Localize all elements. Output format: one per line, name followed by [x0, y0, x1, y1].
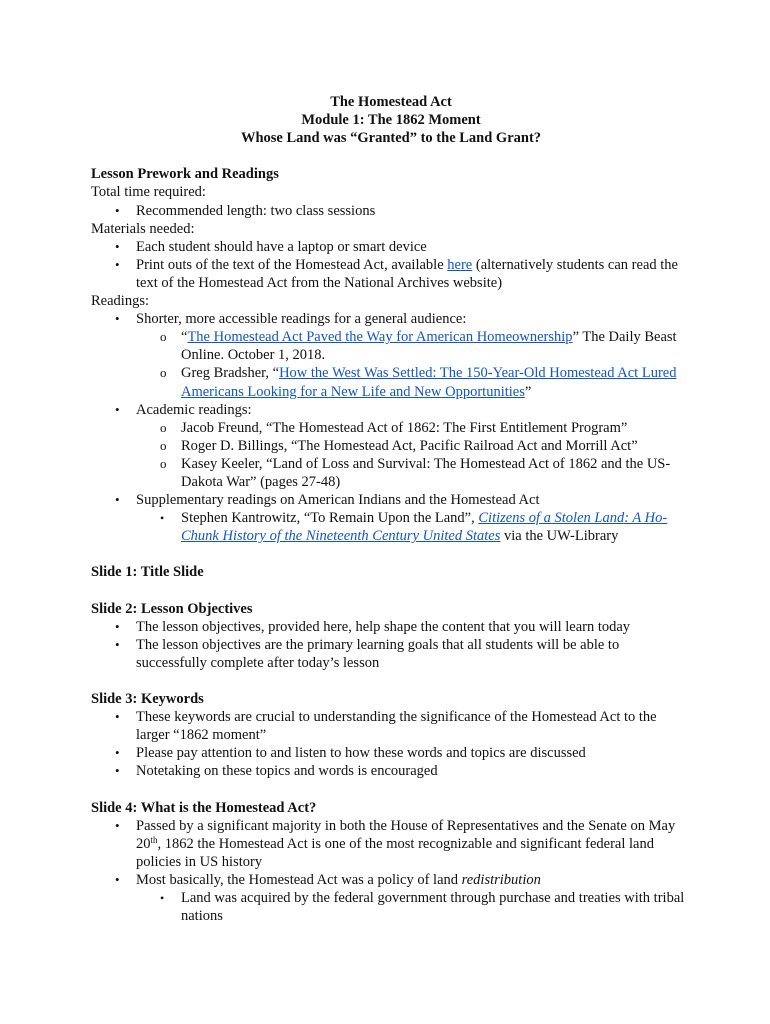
readings-list: [91, 310, 691, 545]
ordinal-suffix: th: [150, 834, 158, 845]
list-item: • Passed by a significant majority in both the House of Representatives and the Senate on May 20th, 1862 the Homestead Act is one of the most recognizable and significant federal land policies in US history: [115, 817, 676, 870]
bullet-icon: •: [115, 202, 120, 218]
bullet-icon: •: [115, 872, 120, 888]
list-item: • Academic readings: o Jacob Freund, “The Homestead Act of 1862: The First Entitlement Program” o Roger D. Billings, “The Homestead Act, Pacific Railroad Act and Morrill Act” o Kasey Keeler, “Land of Loss and Survival: The Homestead Act of 1862 and the US-Dakota War” (pages 27-48): [91, 401, 691, 491]
circle-bullet-icon: o: [160, 329, 167, 345]
academic-readings-list: [91, 419, 691, 491]
bullet-icon: •: [115, 256, 120, 272]
materials-list: [91, 238, 691, 292]
list-item: • Land was acquired by the federal government through purchase and treaties with tribal nations: [160, 890, 685, 925]
slide4-sublist: [91, 889, 691, 925]
title-line-3: Whose Land was “Granted” to the Land Grant?: [240, 130, 542, 147]
list-item: o Jacob Freund, “The Homestead Act of 1862: The First Entitlement Program”: [160, 419, 628, 436]
list-item: • Please pay attention to and listen to how these words and topics are discussed: [115, 745, 586, 762]
bullet-icon: •: [115, 401, 120, 417]
time-label: Total time required:: [91, 184, 206, 201]
circle-bullet-icon: o: [160, 365, 167, 381]
time-list: [91, 202, 691, 220]
list-item: • Recommended length: two class sessions: [115, 202, 376, 219]
document-title: [91, 93, 691, 147]
bullet-icon: •: [115, 618, 120, 634]
shorter-readings-list: [91, 328, 691, 400]
slide3-list: [91, 708, 691, 780]
list-item: • Print outs of the text of the Homestead Act, available here (alternatively students can read the text of the Homestead Act from the National Archives website): [115, 256, 678, 291]
bullet-icon: •: [115, 492, 120, 508]
bullet-icon: •: [115, 636, 120, 652]
bullet-icon: •: [115, 763, 120, 779]
supplementary-readings-list: [91, 509, 691, 545]
bullet-icon: •: [160, 891, 165, 906]
bullet-icon: •: [115, 709, 120, 725]
list-item: o Greg Bradsher, “How the West Was Settled: The 150-Year-Old Homestead Act Lured Americans Looking for a New Life and New Opportunities”: [160, 365, 677, 400]
bullet-icon: •: [115, 238, 120, 254]
prework-heading: Lesson Prework and Readings: [91, 166, 279, 183]
slide4-list: [91, 817, 691, 926]
document-page: [91, 93, 691, 925]
title-line-1: The Homestead Act: [330, 94, 452, 110]
emphasis-text: redistribution: [461, 872, 541, 889]
bullet-icon: •: [160, 511, 165, 526]
slide2-heading: Slide 2: Lesson Objectives: [91, 600, 253, 617]
daily-beast-article-link[interactable]: The Homestead Act Paved the Way for American Homeownership: [187, 329, 573, 346]
list-item: • Shorter, more accessible readings for a general audience: o “The Homestead Act Paved the Way for American Homeownership” The Daily Beast Online. October 1, 2018. o Greg Bradsher, “How the West Was Settled: The 150-Year-Old Homestead Act Lured Americans Looking for a New Life and New Opportunities”: [91, 310, 691, 400]
list-item: • Stephen Kantrowitz, “To Remain Upon the Land”, Citizens of a Stolen Land: A Ho-Chunk History of the Nineteenth Century United States via the UW-Library: [160, 510, 668, 545]
title-line-2: Module 1: The 1862 Moment: [301, 112, 481, 129]
list-item: • Supplementary readings on American Indians and the Homestead Act • Stephen Kantrowitz, “To Remain Upon the Land”, Citizens of a Stolen Land: A Ho-Chunk History of the Nineteenth Century United States via the UW-Library: [91, 491, 691, 545]
bullet-icon: •: [115, 745, 120, 761]
bullet-icon: •: [115, 817, 120, 833]
slide1-heading: Slide 1: Title Slide: [91, 564, 204, 581]
slide3-heading: Slide 3: Keywords: [91, 691, 204, 708]
slide2-list: [91, 618, 691, 672]
list-item: • Each student should have a laptop or smart device: [115, 238, 427, 255]
list-item: • Notetaking on these topics and words is encouraged: [115, 763, 438, 780]
circle-bullet-icon: o: [160, 437, 167, 453]
circle-bullet-icon: o: [160, 419, 167, 435]
bullet-icon: •: [115, 311, 120, 327]
list-item: o Kasey Keeler, “Land of Loss and Survival: The Homestead Act of 1862 and the US-Dakota War” (pages 27-48): [160, 455, 671, 490]
how-the-west-was-settled-link[interactable]: How the West Was Settled: The 150-Year-Old Homestead Act Lured Americans Looking for a New Life and New Opportunities: [181, 365, 677, 400]
slide4-heading: Slide 4: What is the Homestead Act?: [91, 799, 317, 816]
homestead-act-text-link[interactable]: here: [447, 256, 473, 273]
list-item: o Roger D. Billings, “The Homestead Act, Pacific Railroad Act and Morrill Act”: [160, 437, 638, 454]
list-item: • These keywords are crucial to understanding the significance of the Homestead Act to the larger “1862 moment”: [115, 709, 657, 744]
list-item: • The lesson objectives are the primary learning goals that all students will be able to successfully complete after today’s lesson: [115, 636, 620, 671]
list-item: • Most basically, the Homestead Act was a policy of land redistribution • Land was acquired by the federal government through purchase and treaties with tribal nations: [91, 871, 691, 925]
list-item: • The lesson objectives, provided here, help shape the content that you will learn today: [115, 618, 631, 635]
list-item: o “The Homestead Act Paved the Way for American Homeownership” The Daily Beast Online. October 1, 2018.: [160, 329, 677, 364]
materials-label: Materials needed:: [91, 220, 195, 237]
circle-bullet-icon: o: [160, 455, 167, 471]
citizens-of-a-stolen-land-link[interactable]: Citizens of a Stolen Land: A Ho-Chunk History of the Nineteenth Century United States: [181, 510, 668, 545]
readings-label: Readings:: [91, 293, 149, 310]
